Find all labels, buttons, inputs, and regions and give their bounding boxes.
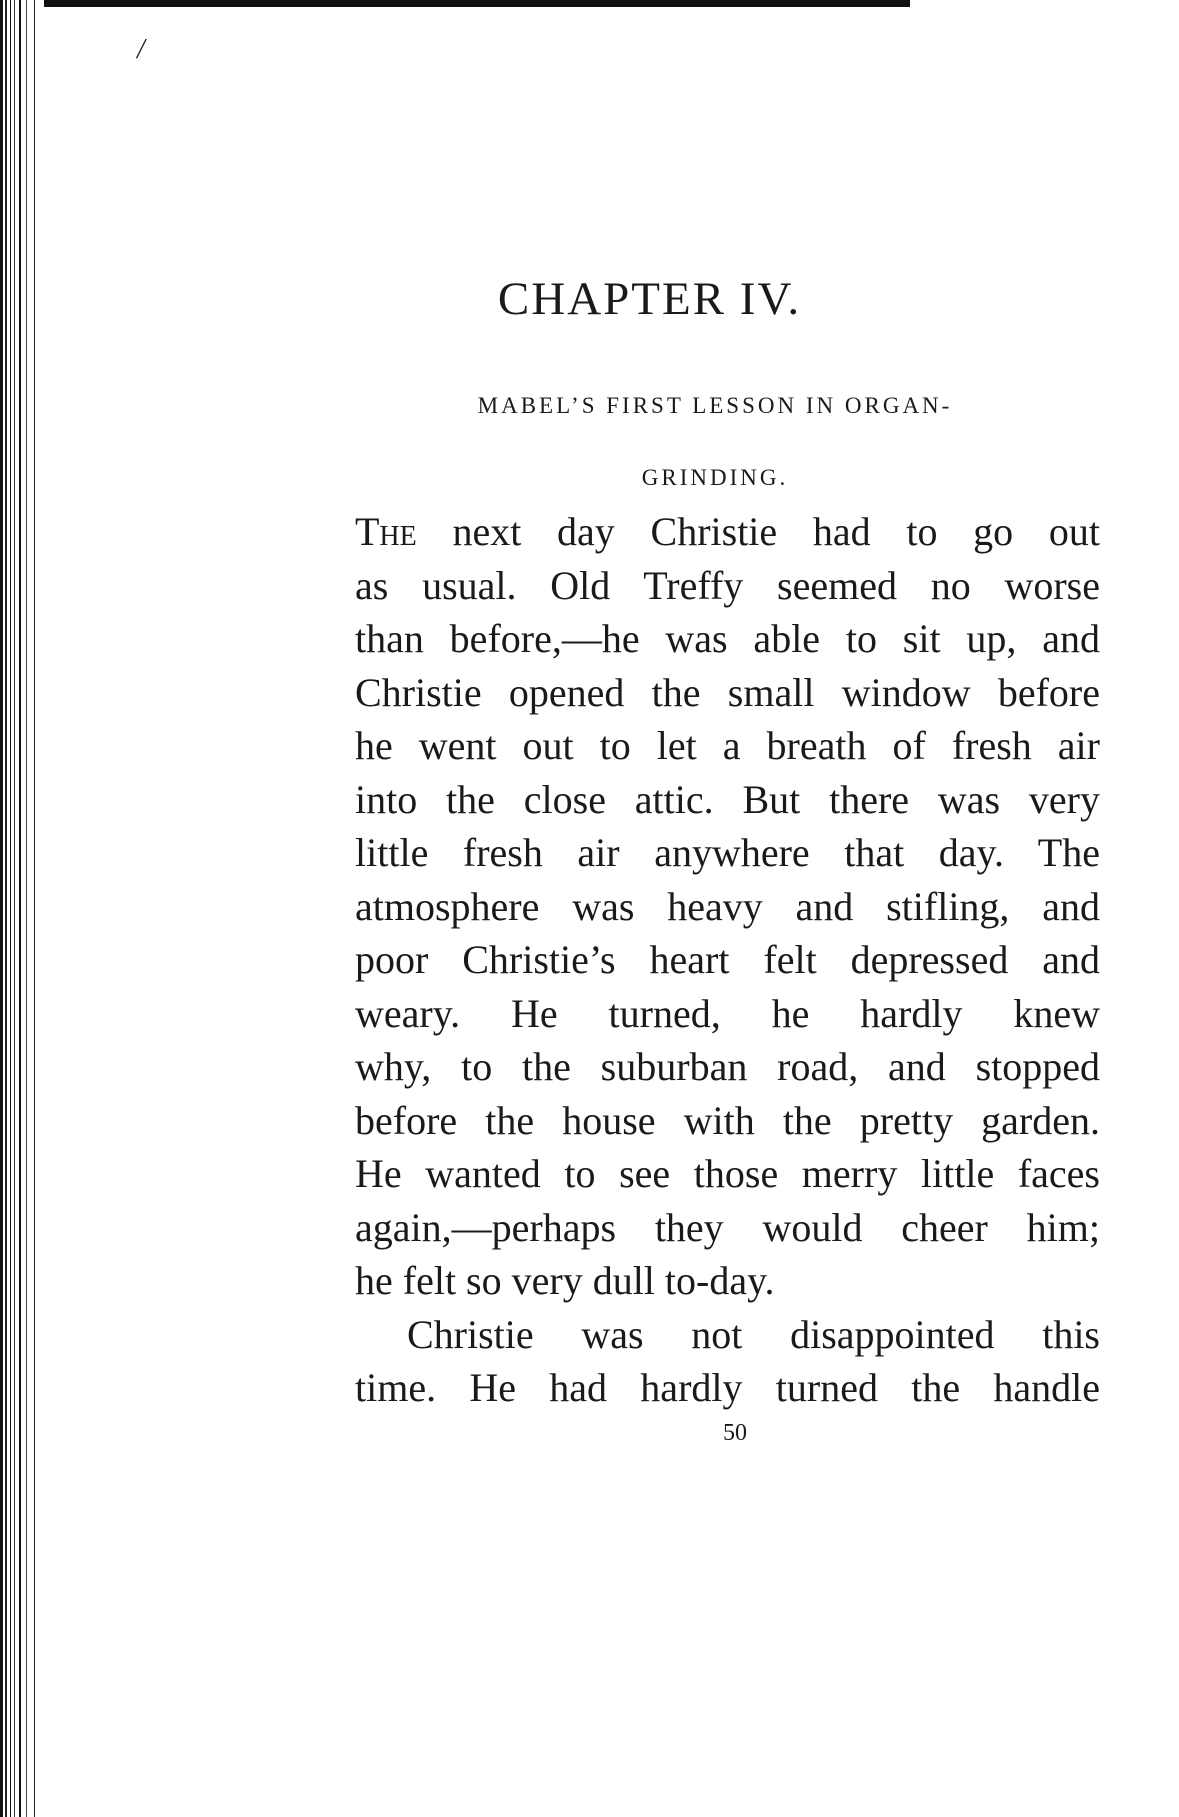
paragraph-1-line-10: weary. He turned, he hardly knew xyxy=(355,990,1100,1036)
paragraph-1-line-6: into the close attic. But there was very xyxy=(355,776,1100,822)
paragraph-1-line-2: as usual. Old Treffy seemed no worse xyxy=(355,562,1100,608)
paragraph-2-line-2: time. He had hardly turned the handle xyxy=(355,1365,1100,1410)
lead-word: The xyxy=(355,509,417,554)
paragraph-1-line-15: he felt so very dull to-day. xyxy=(355,1258,775,1303)
chapter-subtitle-line-1: MABEL’S FIRST LESSON IN ORGAN- xyxy=(477,393,953,418)
first-line-rest: next day Christie had to go out xyxy=(416,509,1100,554)
paragraph-1-line-14: again,—perhaps they would cheer him; xyxy=(355,1204,1100,1250)
paragraph-1-line-4: Christie opened the small window before xyxy=(355,669,1100,715)
paragraph-1-line-3: than before,—he was able to sit up, and xyxy=(355,616,1100,661)
paragraph-1-line-13: He wanted to see those merry little faces xyxy=(355,1151,1100,1196)
body-text xyxy=(355,505,1100,1415)
chapter-subtitle-line-2: GRINDING. xyxy=(641,465,789,490)
paragraph-1-line-5: he went out to let a breath of fresh air xyxy=(355,723,1100,768)
paragraph-1-line-9: poor Christie’s heart felt depressed and xyxy=(355,937,1100,982)
page-top-border xyxy=(0,0,910,7)
paragraph-1-line-12: before the house with the pretty garden. xyxy=(355,1097,1100,1143)
paragraph-1-line-7: little fresh air anywhere that day. The xyxy=(355,830,1100,875)
chapter-subtitle xyxy=(395,370,1035,514)
paragraph-2-line-1: Christie was not disappointed this xyxy=(407,1311,1100,1357)
paragraph-1-line-8: atmosphere was heavy and stifling, and xyxy=(355,883,1100,929)
paragraph-1-line-1 xyxy=(355,505,1100,559)
paragraph-1-line-11: why, to the suburban road, and stopped xyxy=(355,1044,1100,1089)
page-number: 50 xyxy=(723,1420,747,1446)
chapter-heading: CHAPTER IV. xyxy=(497,273,802,325)
stray-mark: / xyxy=(137,34,145,65)
